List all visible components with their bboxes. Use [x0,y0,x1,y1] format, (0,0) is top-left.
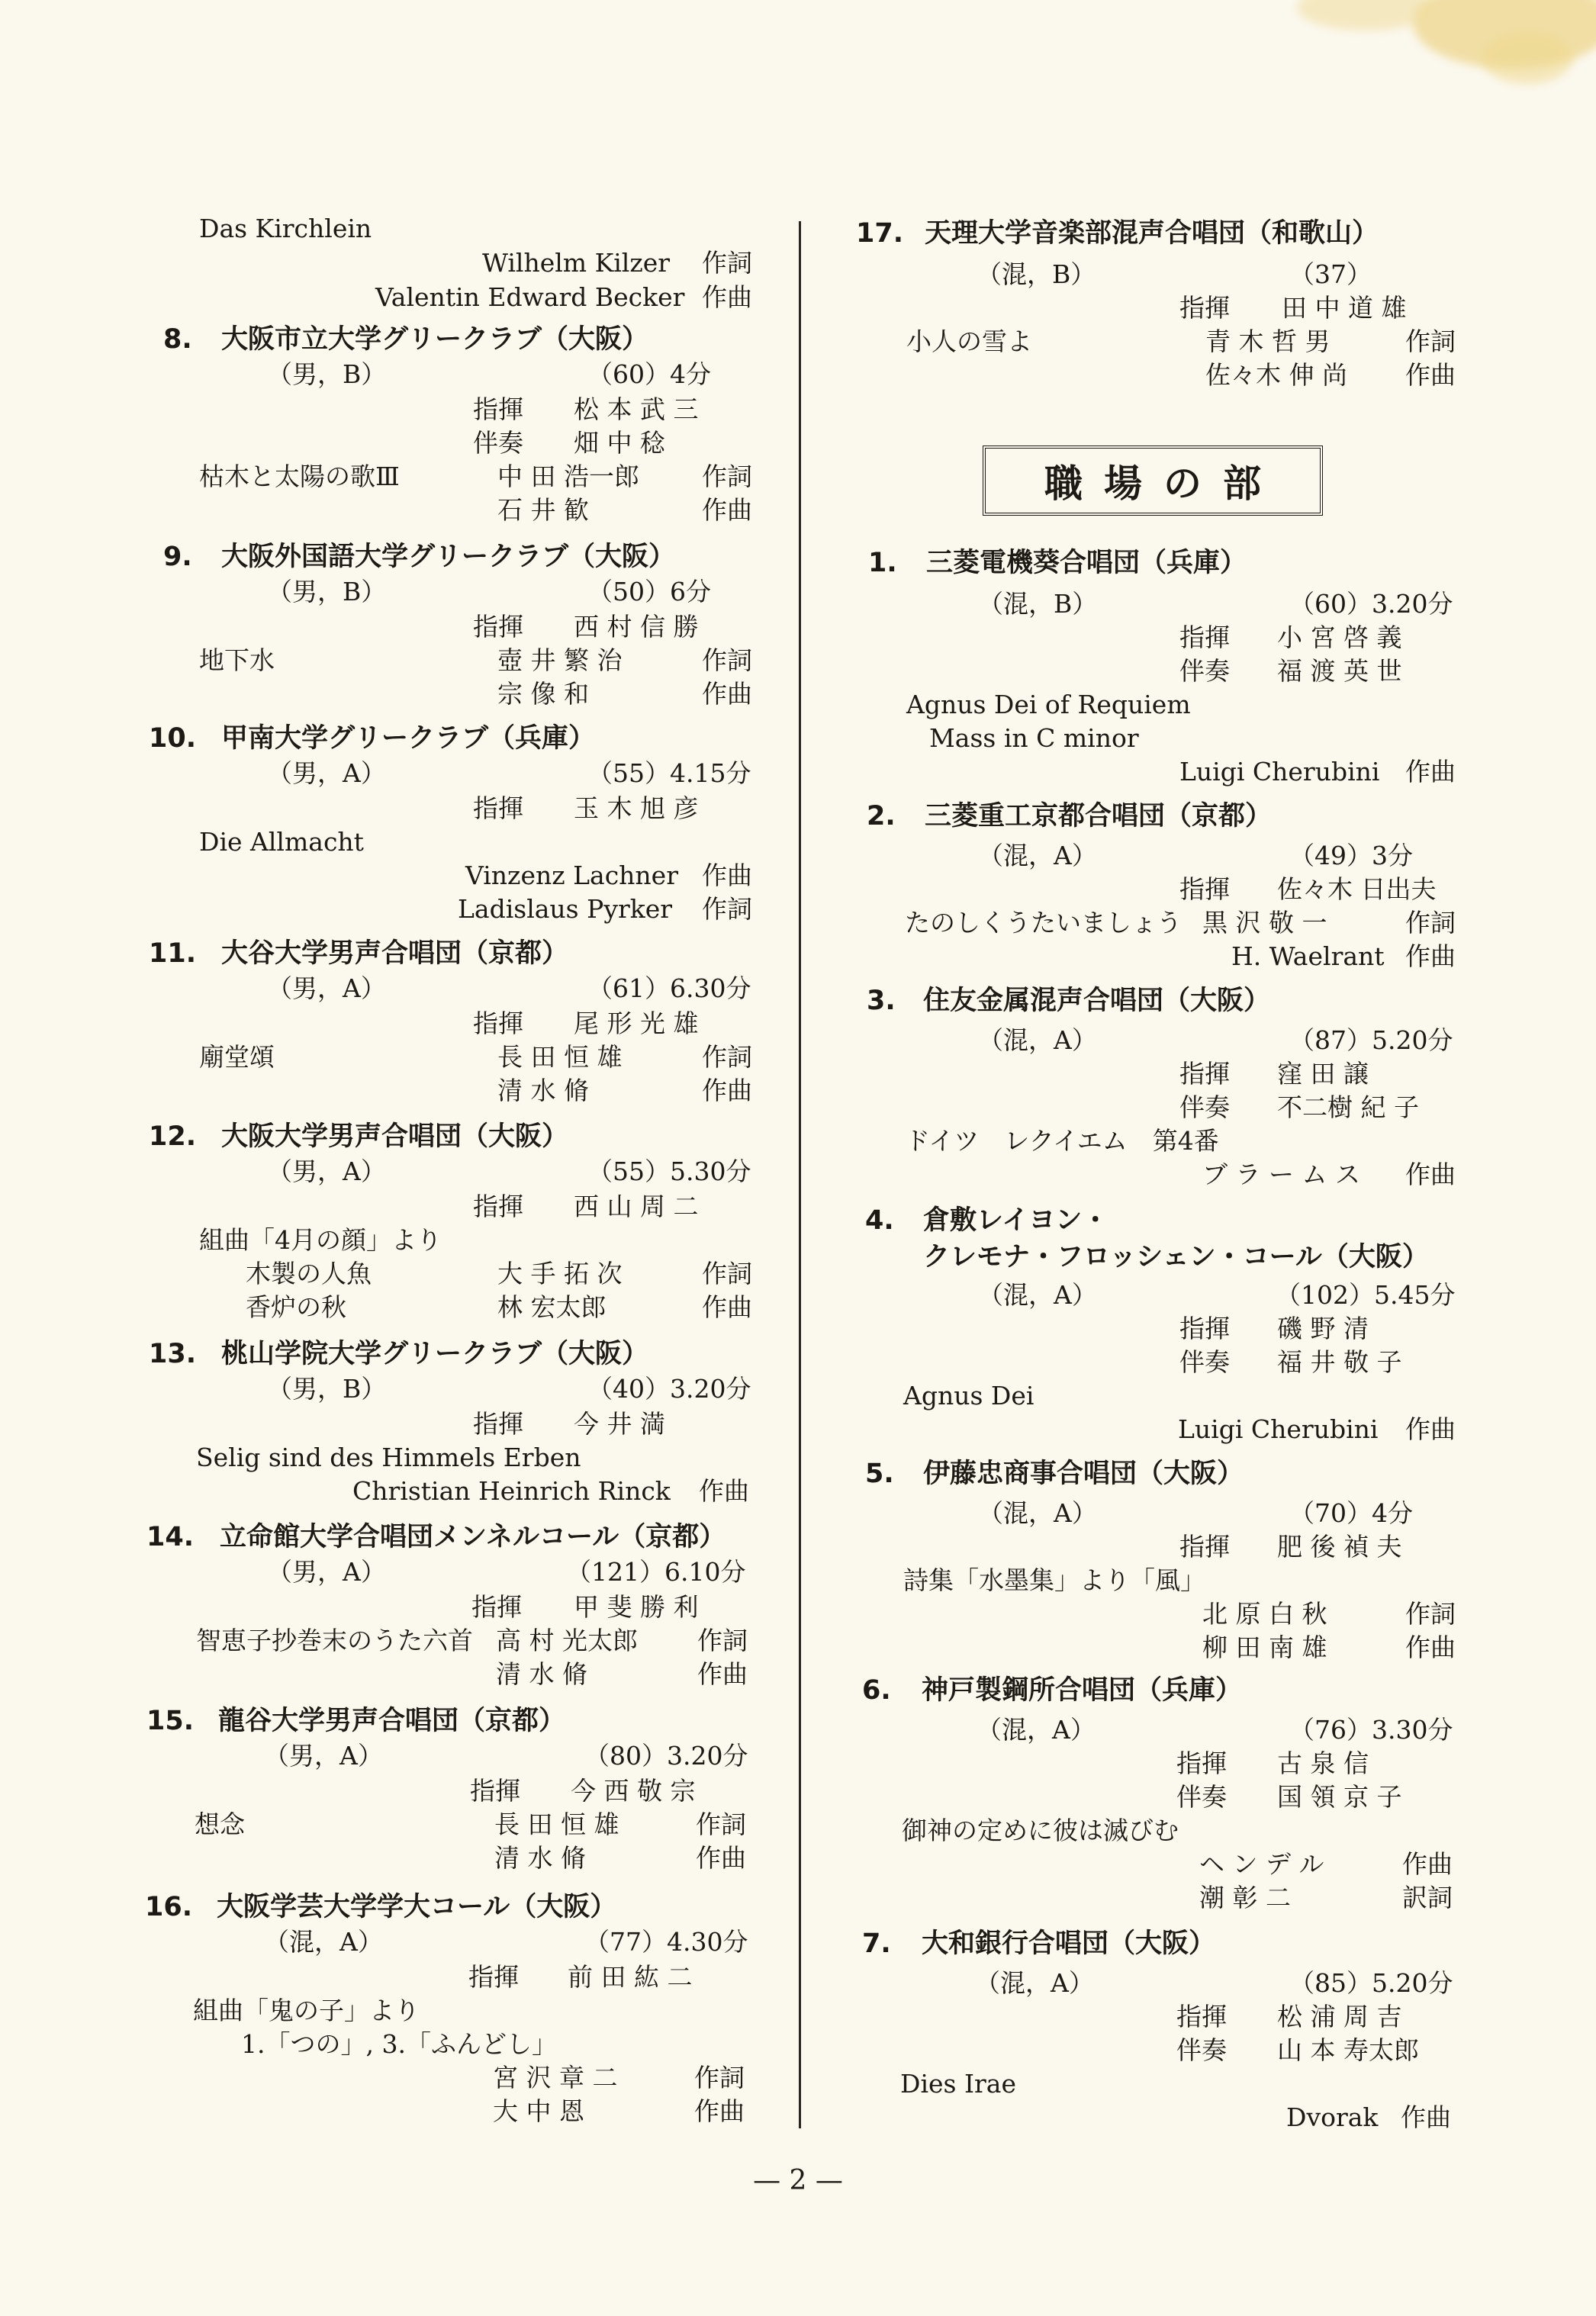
credit-role: 訳詞 [1402,1883,1453,1912]
suite-title: 組曲「4月の顔」より [199,1225,442,1255]
credit-name: Dvorak [1286,2102,1379,2132]
entry-number: 3. [867,986,896,1016]
choir-name: 大谷大学男声合唱団（京都） [221,938,569,969]
staff-name: 小 宮 啓 義 [1277,622,1402,652]
work-subtitle: Mass in C minor [929,723,1139,753]
choir-info: （40）3.20分 [587,1374,751,1404]
credit-name: 青 木 哲 男 [1205,326,1331,356]
credit-name: 清 水 脩 [494,1843,586,1873]
choir-class: （男，A） [267,758,386,788]
credit-name: 宗 像 和 [497,679,589,709]
entry-number: 11. [149,938,197,969]
credit-name: Christian Heinrich Rinck [352,1476,671,1506]
staff-role: 指揮 [1179,1059,1230,1089]
credit-name: 大 中 恩 [493,2096,584,2126]
credit-name: ブ ラ ー ム ス [1202,1160,1360,1189]
choir-info: （55）5.30分 [587,1156,751,1186]
choir-name: 伊藤忠商事合唱団（大阪） [923,1459,1244,1489]
staff-role: 指揮 [1176,2002,1227,2031]
choir-info: （85）5.20分 [1289,1968,1453,1998]
staff-name: 福 渡 英 世 [1277,656,1402,686]
credit-role: 作詞 [1405,326,1456,356]
staff-role: 指揮 [1179,874,1230,904]
choir-class: （混，A） [978,841,1097,870]
entry-number: 10. [149,723,197,754]
credit-role: 作曲 [1401,2102,1451,2132]
credit-name: 佐々木 伸 尚 [1205,360,1347,390]
entry-number: 1. [868,548,897,578]
work-title: Agnus Dei of Requiem [906,690,1191,719]
work-title: 智恵子抄巻末のうた六首 [196,1626,473,1655]
credit-name: 宮 沢 章 二 [493,2063,618,2092]
staff-role: 指揮 [473,612,523,642]
staff-role: 伴奏 [1179,1092,1230,1122]
choir-class: （混，A） [975,1968,1094,1998]
credit-role: 作曲 [702,1292,752,1322]
choir-class: （混，A） [264,1927,383,1957]
choir-class: （男，A） [267,973,386,1003]
credit-role: 作曲 [702,495,752,525]
credit-name: 北 原 白 秋 [1202,1599,1327,1629]
work-title: Dies Irae [900,2069,1016,2099]
choir-class: （男，B） [267,1374,387,1404]
choir-class: （混，A） [978,1498,1097,1528]
work-title: Das Kirchlein [199,214,372,243]
staff-role: 指揮 [473,1409,523,1439]
choir-info: （37） [1289,259,1372,289]
credit-role: 作詞 [1405,908,1456,938]
credit-name: 長 田 恒 雄 [494,1809,619,1839]
choir-class: （男，B） [267,359,387,389]
staff-name: 磯 野 清 [1277,1314,1369,1343]
staff-name: 不二樹 紀 子 [1277,1092,1419,1122]
staff-name: 畑 中 稔 [574,428,665,458]
choir-info: （60）3.20分 [1289,589,1453,619]
credit-name: 柳 田 南 雄 [1202,1632,1327,1662]
work-title: Selig sind des Himmels Erben [196,1443,581,1472]
choir-info: （60）4分 [587,359,711,389]
entry-number: 7. [862,1928,891,1959]
choir-class: （混，B） [977,259,1096,289]
choir-name: 大阪市立大学グリークラブ（大阪） [221,324,649,355]
credit-role: 作曲 [1405,360,1456,390]
entry-number: 9. [163,542,192,572]
entry-number: 14. [146,1522,195,1552]
staff-name: 甲 斐 勝 利 [574,1592,699,1622]
staff-name: 西 村 信 勝 [574,612,699,642]
entry-number: 2. [867,801,896,832]
credit-name: 壺 井 繁 治 [497,645,623,675]
choir-info: （87）5.20分 [1289,1025,1453,1055]
credit-role: 作曲 [694,2096,745,2126]
staff-role: 指揮 [471,1592,522,1622]
entry-number: 6. [862,1675,891,1706]
staff-name: 前 田 紘 二 [568,1962,693,1992]
work-title: 御神の定めに彼は滅びむ [902,1816,1179,1845]
section-title: 職場の部 [983,446,1323,516]
credit-role: 作詞 [702,462,752,491]
choir-name-line2: クレモナ・フロッシェン・コール（大阪） [923,1242,1429,1272]
staff-name: 今 井 満 [574,1409,665,1439]
credit-name: Wilhelm Kilzer [482,248,671,278]
staff-role: 伴奏 [1179,1347,1230,1377]
choir-name: 住友金属混声合唱団（大阪） [923,986,1271,1016]
choir-name: 立命館大学合唱団メンネルコール（京都） [220,1522,726,1552]
staff-role: 指揮 [1179,1532,1230,1562]
staff-role: 伴奏 [1176,2035,1227,2065]
staff-role: 指揮 [1179,293,1230,323]
credit-role: 作詞 [702,248,752,278]
credit-name: ヘ ン デ ル [1199,1849,1324,1879]
work-title: Die Allmacht [199,827,364,857]
choir-name: 大阪外国語大学グリークラブ（大阪） [221,542,676,572]
entry-number: 4. [865,1205,894,1236]
credit-role: 作詞 [696,1809,746,1839]
choir-name: 大阪学芸大学学大コール（大阪） [217,1892,617,1922]
page-number: — 2 — [753,2165,843,2196]
credit-role: 作曲 [702,1076,752,1105]
staff-name: 今 西 敬 宗 [571,1776,696,1806]
credit-role: 作詞 [702,894,752,924]
credit-role: 作曲 [1402,1849,1453,1879]
paper-stain [1482,31,1573,84]
credit-name: 中 田 浩一郎 [497,462,639,491]
entry-number: 12. [149,1121,197,1152]
staff-role: 指揮 [470,1776,520,1806]
choir-info: （80）3.20分 [584,1741,748,1771]
credit-name: 潮 彰 二 [1199,1883,1291,1912]
credit-name: Luigi Cherubini [1179,757,1380,786]
credit-role: 作詞 [697,1626,748,1655]
entry-number: 5. [865,1459,894,1489]
staff-role: 伴奏 [1176,1782,1227,1812]
choir-class: （男，B） [267,577,387,606]
choir-name: 倉敷レイヨン・ [923,1205,1109,1236]
credit-role: 作曲 [1405,1160,1456,1189]
work-title: 詩集「水墨集」より「風」 [903,1565,1205,1595]
credit-role: 作詞 [694,2063,745,2092]
staff-name: 国 領 京 子 [1277,1782,1402,1812]
staff-name: 田 中 道 雄 [1282,293,1407,323]
work-title: たのしくうたいましょう [905,908,1182,938]
choir-info: （49）3分 [1289,841,1413,870]
credit-role: 作曲 [702,282,752,312]
credit-role: 作曲 [702,860,752,890]
credit-name: Luigi Cherubini [1178,1414,1379,1444]
choir-class: （混，A） [978,1280,1097,1310]
choir-info: （50）6分 [587,577,711,606]
choir-name: 龍谷大学男声合唱団（京都） [218,1706,566,1736]
choir-class: （混，A） [977,1715,1096,1745]
staff-role: 指揮 [473,1008,523,1038]
staff-name: 玉 木 旭 彦 [574,793,699,823]
credit-name: 石 井 歓 [497,495,589,525]
staff-role: 指揮 [473,793,523,823]
staff-role: 伴奏 [1179,656,1230,686]
credit-name: 大 手 拓 次 [497,1259,623,1288]
work-title: 香炉の秋 [246,1292,346,1322]
work-title: 小人の雪よ [906,326,1032,356]
work-title: ドイツ レクイエム 第4番 [905,1126,1219,1156]
work-title: 木製の人魚 [246,1259,372,1288]
choir-info: （61）6.30分 [587,973,751,1003]
work-title: 1.「つの」, 3.「ふんどし」 [241,2029,557,2059]
choir-name: 三菱電機葵合唱団（兵庫） [926,548,1247,578]
staff-role: 指揮 [1179,1314,1230,1343]
work-title: Agnus Dei [903,1381,1035,1411]
staff-name: 尾 形 光 雄 [574,1008,699,1038]
choir-name: 三菱重工京都合唱団（京都） [925,801,1273,832]
work-title: 廟堂頌 [199,1042,275,1072]
credit-name: Ladislaus Pyrker [458,894,673,924]
credit-name: 林 宏太郎 [497,1292,607,1322]
suite-title: 組曲「鬼の子」より [193,1996,420,2025]
staff-name: 肥 後 禎 夫 [1277,1532,1402,1562]
staff-name: 古 泉 信 [1277,1748,1369,1778]
credit-role: 作曲 [1405,1414,1456,1444]
staff-name: 松 本 武 三 [574,394,699,424]
credit-role: 作詞 [1405,1599,1456,1629]
choir-info: （102）5.45分 [1276,1280,1456,1310]
credit-role: 作詞 [702,1259,752,1288]
credit-name: 長 田 恒 雄 [497,1042,623,1072]
choir-info: （55）4.15分 [587,758,751,788]
choir-name: 甲南大学グリークラブ（兵庫） [221,723,596,754]
credit-role: 作曲 [1405,941,1456,971]
work-title: 枯木と太陽の歌Ⅲ [199,462,400,491]
credit-role: 作曲 [696,1843,746,1873]
credit-role: 作曲 [702,679,752,709]
choir-class: （混，B） [978,589,1098,619]
credit-role: 作詞 [702,1042,752,1072]
choir-name: 大阪大学男声合唱団（大阪） [221,1121,569,1152]
staff-role: 指揮 [1179,622,1230,652]
choir-name: 天理大学音楽部混声合唱団（和歌山） [925,218,1379,249]
choir-name: 神戸製鋼所合唱団（兵庫） [922,1675,1243,1706]
credit-name: 清 水 脩 [496,1659,587,1689]
work-title: 想念 [195,1809,245,1839]
column-divider [799,221,801,2128]
choir-info: （121）6.10分 [566,1557,746,1587]
entry-number: 13. [149,1339,197,1369]
staff-name: 福 井 敬 子 [1277,1347,1402,1377]
staff-name: 佐々木 日出夫 [1277,874,1437,904]
credit-name: H. Waelrant [1231,941,1385,971]
credit-role: 作曲 [1405,757,1456,786]
credit-role: 作曲 [1405,1632,1456,1662]
choir-class: （混，A） [978,1025,1097,1055]
staff-name: 山 本 寿太郎 [1277,2035,1419,2065]
staff-role: 指揮 [468,1962,519,1992]
credit-role: 作曲 [697,1659,748,1689]
staff-name: 窪 田 譲 [1277,1059,1369,1089]
staff-role: 指揮 [473,394,523,424]
credit-name: Valentin Edward Becker [375,282,685,312]
choir-name: 桃山学院大学グリークラブ（大阪） [221,1339,649,1369]
choir-class: （男，A） [264,1741,383,1771]
credit-name: 清 水 脩 [497,1076,589,1105]
staff-role: 指揮 [1176,1748,1227,1778]
credit-name: 高 村 光太郎 [496,1626,638,1655]
choir-info: （70）4分 [1289,1498,1413,1528]
credit-role: 作曲 [699,1476,749,1506]
staff-role: 指揮 [473,1192,523,1221]
staff-role: 伴奏 [473,428,523,458]
entry-number: 16. [145,1892,193,1922]
choir-info: （77）4.30分 [584,1927,748,1957]
entry-number: 8. [163,324,192,355]
choir-name: 大和銀行合唱団（大阪） [922,1928,1216,1959]
work-title: 地下水 [199,645,275,675]
credit-name: 黒 沢 敬 一 [1202,908,1327,938]
credit-name: Vinzenz Lachner [465,860,678,890]
entry-number: 17. [856,218,904,249]
choir-info: （76）3.30分 [1289,1715,1453,1745]
choir-class: （男，A） [267,1156,386,1186]
staff-name: 西 山 周 二 [574,1192,699,1221]
staff-name: 松 浦 周 吉 [1277,2002,1402,2031]
choir-class: （男，A） [267,1557,386,1587]
credit-role: 作詞 [702,645,752,675]
entry-number: 15. [146,1706,195,1736]
